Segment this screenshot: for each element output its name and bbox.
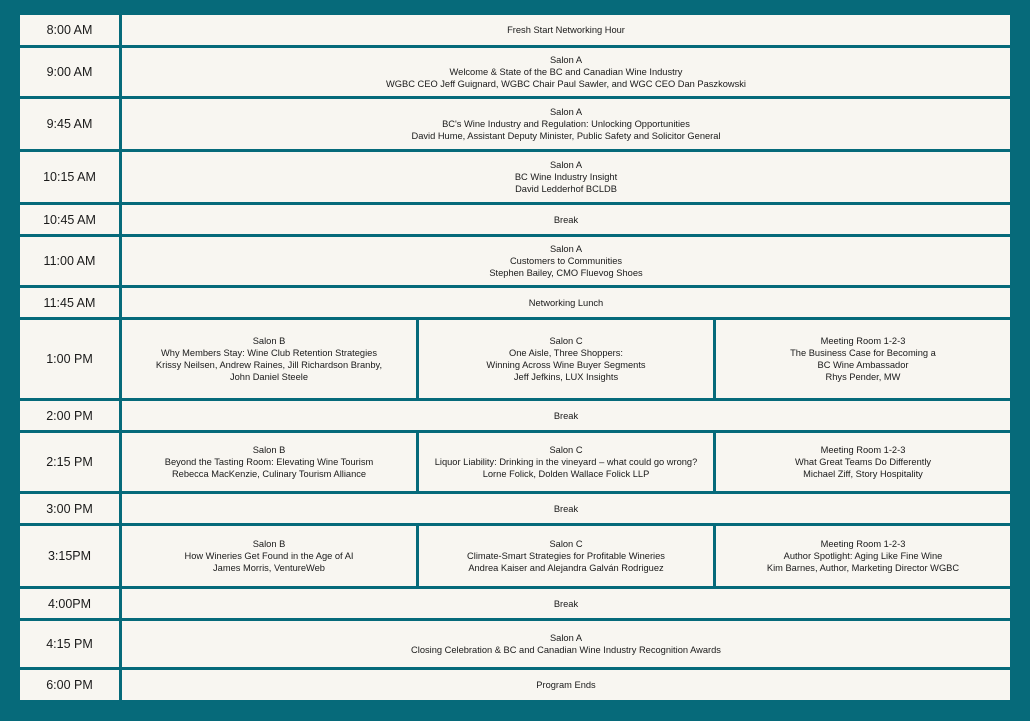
- time-slot: 4:00PM: [20, 589, 119, 618]
- session-line: Stephen Bailey, CMO Fluevog Shoes: [489, 268, 643, 278]
- session-cell: [122, 205, 1010, 234]
- session-cell: [716, 526, 1010, 586]
- session-line: James Morris, VentureWeb: [213, 563, 325, 573]
- session-line: Welcome & State of the BC and Canadian Wine Industry: [449, 67, 683, 77]
- session-line-first: Salon B: [252, 336, 286, 346]
- session-line-first: Break: [553, 410, 579, 421]
- session-cell: [122, 99, 1010, 149]
- session-line: Rhys Pender, MW: [825, 372, 901, 382]
- session-cell: [122, 621, 1010, 667]
- session-cell: [122, 320, 416, 398]
- session-line: Winning Across Wine Buyer Segments: [486, 360, 646, 370]
- session-line: Beyond the Tasting Room: Elevating Wine Tourism: [164, 457, 374, 467]
- session-cell: [716, 433, 1010, 491]
- session-line: Krissy Neilsen, Andrew Raines, Jill Richardson Branby,: [155, 360, 383, 370]
- session-cell: [122, 433, 416, 491]
- time-slot: 1:00 PM: [20, 320, 119, 398]
- session-line-first: Salon A: [549, 160, 583, 170]
- session-cell: [716, 320, 1010, 398]
- session-line-first: Break: [553, 503, 579, 514]
- session-cell: [122, 670, 1010, 700]
- session-cell: [122, 237, 1010, 285]
- session-cell: [122, 526, 416, 586]
- session-line-first: Break: [553, 598, 579, 609]
- session-cell: [122, 589, 1010, 618]
- session-line: David Hume, Assistant Deputy Minister, Public Safety and Solicitor General: [411, 131, 721, 141]
- session-line: What Great Teams Do Differently: [794, 457, 932, 467]
- session-line: Author Spotlight: Aging Like Fine Wine: [783, 551, 943, 561]
- time-slot: 10:45 AM: [20, 205, 119, 234]
- time-slot: 9:00 AM: [20, 48, 119, 96]
- schedule-table: [20, 15, 1010, 700]
- session-cell: [419, 320, 713, 398]
- session-line-first: Networking Lunch: [528, 297, 604, 308]
- time-slot: 3:00 PM: [20, 494, 119, 523]
- session-cell: [122, 152, 1010, 202]
- session-line: Kim Barnes, Author, Marketing Director WGBC: [766, 563, 960, 573]
- session-line-first: Salon A: [549, 107, 583, 117]
- session-line: Customers to Communities: [509, 256, 623, 266]
- session-line-first: Salon C: [549, 336, 583, 346]
- session-line: John Daniel Steele: [229, 372, 309, 382]
- session-line: BC's Wine Industry and Regulation: Unlocking Opportunities: [442, 119, 690, 129]
- session-line-first: Program Ends: [536, 680, 596, 690]
- session-line: Why Members Stay: Wine Club Retention Strategies: [161, 348, 377, 358]
- session-line: One Aisle, Three Shoppers:: [508, 348, 624, 358]
- time-slot: 2:15 PM: [20, 433, 119, 491]
- session-cell: [122, 494, 1010, 523]
- time-slot: 8:00 AM: [20, 15, 119, 45]
- session-line-first: Salon C: [549, 539, 583, 549]
- time-slot: 6:00 PM: [20, 670, 119, 700]
- time-slot: 4:15 PM: [20, 621, 119, 667]
- session-line: BC Wine Industry Insight: [514, 172, 618, 182]
- time-slot: 2:00 PM: [20, 401, 119, 430]
- time-slot: 9:45 AM: [20, 99, 119, 149]
- session-cell: [419, 526, 713, 586]
- session-line: BC Wine Ambassador: [817, 360, 909, 370]
- time-slot: 10:15 AM: [20, 152, 119, 202]
- session-line-first: Salon C: [549, 445, 583, 455]
- session-line: Closing Celebration & BC and Canadian Wine Industry Recognition Awards: [411, 645, 721, 655]
- session-line: Jeff Jefkins, LUX Insights: [513, 372, 619, 382]
- session-line: How Wineries Get Found in the Age of AI: [184, 551, 354, 561]
- session-line-first: Fresh Start Networking Hour: [507, 25, 625, 35]
- session-line-first: Salon B: [252, 445, 286, 455]
- session-line: The Business Case for Becoming a: [790, 348, 936, 358]
- session-line-first: Salon A: [549, 633, 583, 643]
- session-line: WGBC CEO Jeff Guignard, WGBC Chair Paul Sawler, and WGC CEO Dan Paszkowski: [386, 79, 746, 89]
- session-line-first: Meeting Room 1-2-3: [820, 336, 906, 346]
- time-slot: 11:45 AM: [20, 288, 119, 317]
- session-cell: [122, 401, 1010, 430]
- session-line: Rebecca MacKenzie, Culinary Tourism Alliance: [171, 469, 367, 479]
- session-line-first: Salon B: [252, 539, 286, 549]
- session-cell: [122, 288, 1010, 317]
- session-line: Andrea Kaiser and Alejandra Galván Rodriguez: [468, 563, 664, 573]
- session-line: Michael Ziff, Story Hospitality: [803, 469, 923, 479]
- session-cell: [122, 48, 1010, 96]
- session-line: Climate-Smart Strategies for Profitable Wineries: [467, 551, 665, 561]
- session-line: David Ledderhof BCLDB: [515, 184, 617, 194]
- session-line-first: Meeting Room 1-2-3: [820, 539, 906, 549]
- session-cell: [122, 15, 1010, 45]
- session-line: Lorne Folick, Dolden Wallace Folick LLP: [482, 469, 650, 479]
- session-line-first: Salon A: [549, 244, 583, 254]
- time-slot: 3:15PM: [20, 526, 119, 586]
- time-slot: 11:00 AM: [20, 237, 119, 285]
- session-line-first: Salon A: [549, 55, 583, 65]
- session-line-first: Break: [553, 214, 579, 225]
- session-line-first: Meeting Room 1-2-3: [820, 445, 906, 455]
- session-line: Liquor Liability: Drinking in the vineyard – what could go wrong?: [434, 457, 698, 467]
- session-cell: [419, 433, 713, 491]
